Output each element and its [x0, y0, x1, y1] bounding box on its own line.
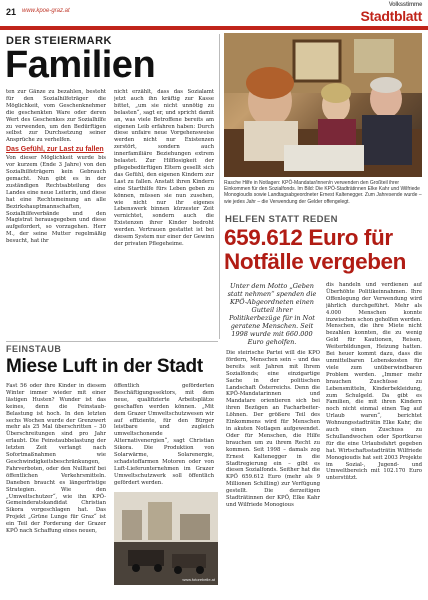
logo-small-text: Volksstimme — [388, 2, 422, 8]
article2-title-line2: Notfälle vergeben — [224, 249, 407, 274]
article2-kicker: HELFEN STATT REDEN — [225, 214, 338, 225]
article1-col1-bottom: Von dieser Möglichkeit wurde bis vor kurzem (Ende 3 Jahre) von den Sozialhilfeträgern kein Gebrauch gemacht. Nun gibt es in der zuständigen Rechtsabteilung des Landes eine neue Leiterin, und diese hat eine Rechtsmeinung an alle Bezirkshauptmannschaften, Sozialhilfeverbände und den Magistrat herausgegeben und diese aufgefordert, so vorzugehen. Herr M., der seine Mutter regelmäßig besucht, hat ihr — [6, 155, 106, 245]
stadtblatt-logo — [360, 2, 422, 24]
article1-col2: nicht erzählt, dass das Sozialamt jetzt auch ihn kräftig zur Kasse bittet, „um sie nicht unnötig zu belasten“, sagt er, und spricht damit an, was viele Betroffene bereits am eigenen Leib erfahren haben: Durch diese unfaire neue Vorgehensweise werden nicht nur Existenzen zerstört, sondern auch innerfamiliäre Beziehungen extrem belastet. Zur Hilflosigkeit der pflegebedürftigen Eltern gesellt sich das Gefühl, den eigenen Kindern zur Last zu fallen. Anstatt ihren Kindern eine Starthilfe fürs Leben geben zu können, müssen sie nun zusehen, wie nicht nur ihr eigenes Lebenswerk binnen kürzester Zeit vernichtet, sondern auch die Existenzen ihrer Kinder bedroht werden. Vertrauen gestattet ist bei diesem System nur einer der Gewinn der privaten Pflegeheime. — [114, 89, 214, 247]
article3-col2: öffentlich geförderten Beschäftigungssektors, mit dem neue, qualifizierte Arbeitsplätze geschaffen werden können. „Mit dem Grazer Umweltschutzwesen wir auf effiziente, für den Bürger leistbare und zugleich umweltschonende Alternativenergien“, sagt Christian Sikora. Die Produktion von Solarwärme, Solarenergie, schadstoffarmen Motoren oder von Luft-Lieferunternehmen im Grazer Umweltschutzwerk soll öffentlich gefördert werden. — [114, 383, 214, 486]
article1-title: Familien — [5, 44, 156, 86]
article3-kicker: FEINSTAUB — [6, 344, 62, 354]
photo-traffic-smog — [114, 492, 218, 585]
article1-col1-top: ten zur Gänze zu bezahlen, besteht für den Sozialhilfeträger die Möglichkeit, vom Geschenknehmer die geschenkten Ware oder deren Wert des Geschenkes zur Sozialhilfe zu verwenden, um den Bedürftigen selbst zur Durchsetzung seiner Ansprüche zu verhelfen. — [6, 89, 106, 144]
photo-kpoe-politicians — [224, 33, 422, 177]
article1-subhead: Das Gefühl, zur Last zu fallen — [6, 146, 104, 154]
section-divider — [6, 341, 218, 342]
header-rule — [0, 26, 428, 30]
page-number: 21 — [6, 7, 17, 17]
photo2-illustration — [114, 492, 218, 585]
article2-col-b: dis handeln und verdienen auf Überhöhte Politikeinnahmen. Ihre Offenlegung der Verwendung wird jährlich durchgeführt. Mehr als 4.000 Menschen konnte inzwischen schon geholfen werden. Menschen, die ihre Miete nicht bezahlen konnten, die zu wenig Geld für Kautionen, Reisen, Weiterbildungen, Heizung hatten. Bei heuer kommt dazu, dass die unmittelbaren Lebenskosten für viele zum unüberwindbaren Problem werden. „Immer mehr brauchen Zuschüsse zu Lebensmitteln, Kinderbekleidung, zum Schulgeld. Da gibt es Familien, die mit ihren Kindern noch nicht einmal einen Tag auf Urlaub waren“, berichtet Wohnungsstadträtin Elke Kahr, die auch einen Zuschuss zu Schullandwochen oder Sportkurse für die eine Urlaubsfahrt gegeben hat. Wirtschaftsstadträtin Wilfriede Monogioudis hat seit 2003 Projekte im Sozial-, Jugend- und Umweltbereich mit 102.170 Euro unterstützt. — [326, 282, 422, 482]
photo2-credit: www.fotorebelle.at — [182, 576, 215, 582]
article3-title: Miese Luft in der Stadt — [6, 356, 203, 377]
photo1-caption: Rasche Hilfe in Notlagen: KPÖ-Mandatar/innen/n verwenden den Großteil ihrer Einkommen für den Sozialfonds. Im Bild: Die KPÖ-Stadträtinnen Elke Kahr und Wilfriede Monogioudis sowie Landtagsabgeordneter Ernest Kaltenegger. Zum Jahresende wurde – wie jedes Jahr – die Verwendung der Gelder offengelegt. — [224, 180, 422, 205]
logo-text: Stadtblatt — [360, 8, 422, 24]
article1-kicker: DER STEIERMARK — [6, 35, 113, 47]
column-divider — [219, 34, 220, 339]
article2-intro: Unter dem Motto „Geben statt nehmen“ spenden die KPÖ-Abgeordneten einen Gutteil ihrer Politikerbezüge für in Not geratene Menschen. Seit 1998 wurde mit 660.000 Euro geholfen. — [227, 282, 317, 346]
article3-col1: Fast 56 oder ihre Kinder in diesem Winter immer wieder mit einer lästigen Husten? Wunder ist das keines, denn die Feinstaub-Belastung ist hoch. In den letzten sechs Wochen wurde der Grenzwert mehr als 25 Mal überschritten – 30 Überschreitungen sind pro Jahr erlaubt. Die Feinstaubbelastung der letzten Zeit verlangt nach Sofortmaßnahmen wie Geschwindigkeitsbeschränkungen, Fahrverboten, oder den Nulltarif bei öffentlichen Verkehrsmitteln. Daneben braucht es längerfristige Strategien. Wie den „Umweltschutzer“, wie ihn KPÖ-Gemeinderatskandidat Christian Sikora vorgeschlagen hat. Das Projekt „Grüne Lunge für Graz“ ist ein Teil der Forderung der Grazer KPÖ nach Schaffung eines neuen, — [6, 383, 106, 535]
header-url[interactable]: www.kpoe-graz.at — [22, 8, 70, 14]
article2-title-line1: 659.612 Euro für — [224, 225, 393, 250]
article2-col-a: Die steirische Partei will die KPÖ fördern, Menschen sein – und das bereits seit Jahren mit Ihrem Sozialfonds; eine einzigartige Sache in der politischen Landschaft Österreichs. Denn die KPÖ-Mandatarinnen und Mandatare orientieren sich bei ihren Bezügen an Facharbeiter-Löhnen. Der größere Teil des Einkommens wird für Menschen in akuten Notlagen aufgewendet. Oder für Menschen, die Hilfe brauchen um zu ihrem Recht zu kommen. Seit 1998 – damals zog Ernest Kaltenegger in die Stadtregierung ein – gibt es diesen Sozialfonds. Seither hat die KPÖ 659.612 Euro (mehr als 9 Millionen Schilling) zur Verfügung gestellt. Die derzeitigen Stadträtinnen der KPÖ, Elke Kahr und Wilfriede Monogious — [226, 350, 320, 508]
article1-col1 — [6, 89, 106, 339]
photo-illustration — [224, 33, 422, 177]
